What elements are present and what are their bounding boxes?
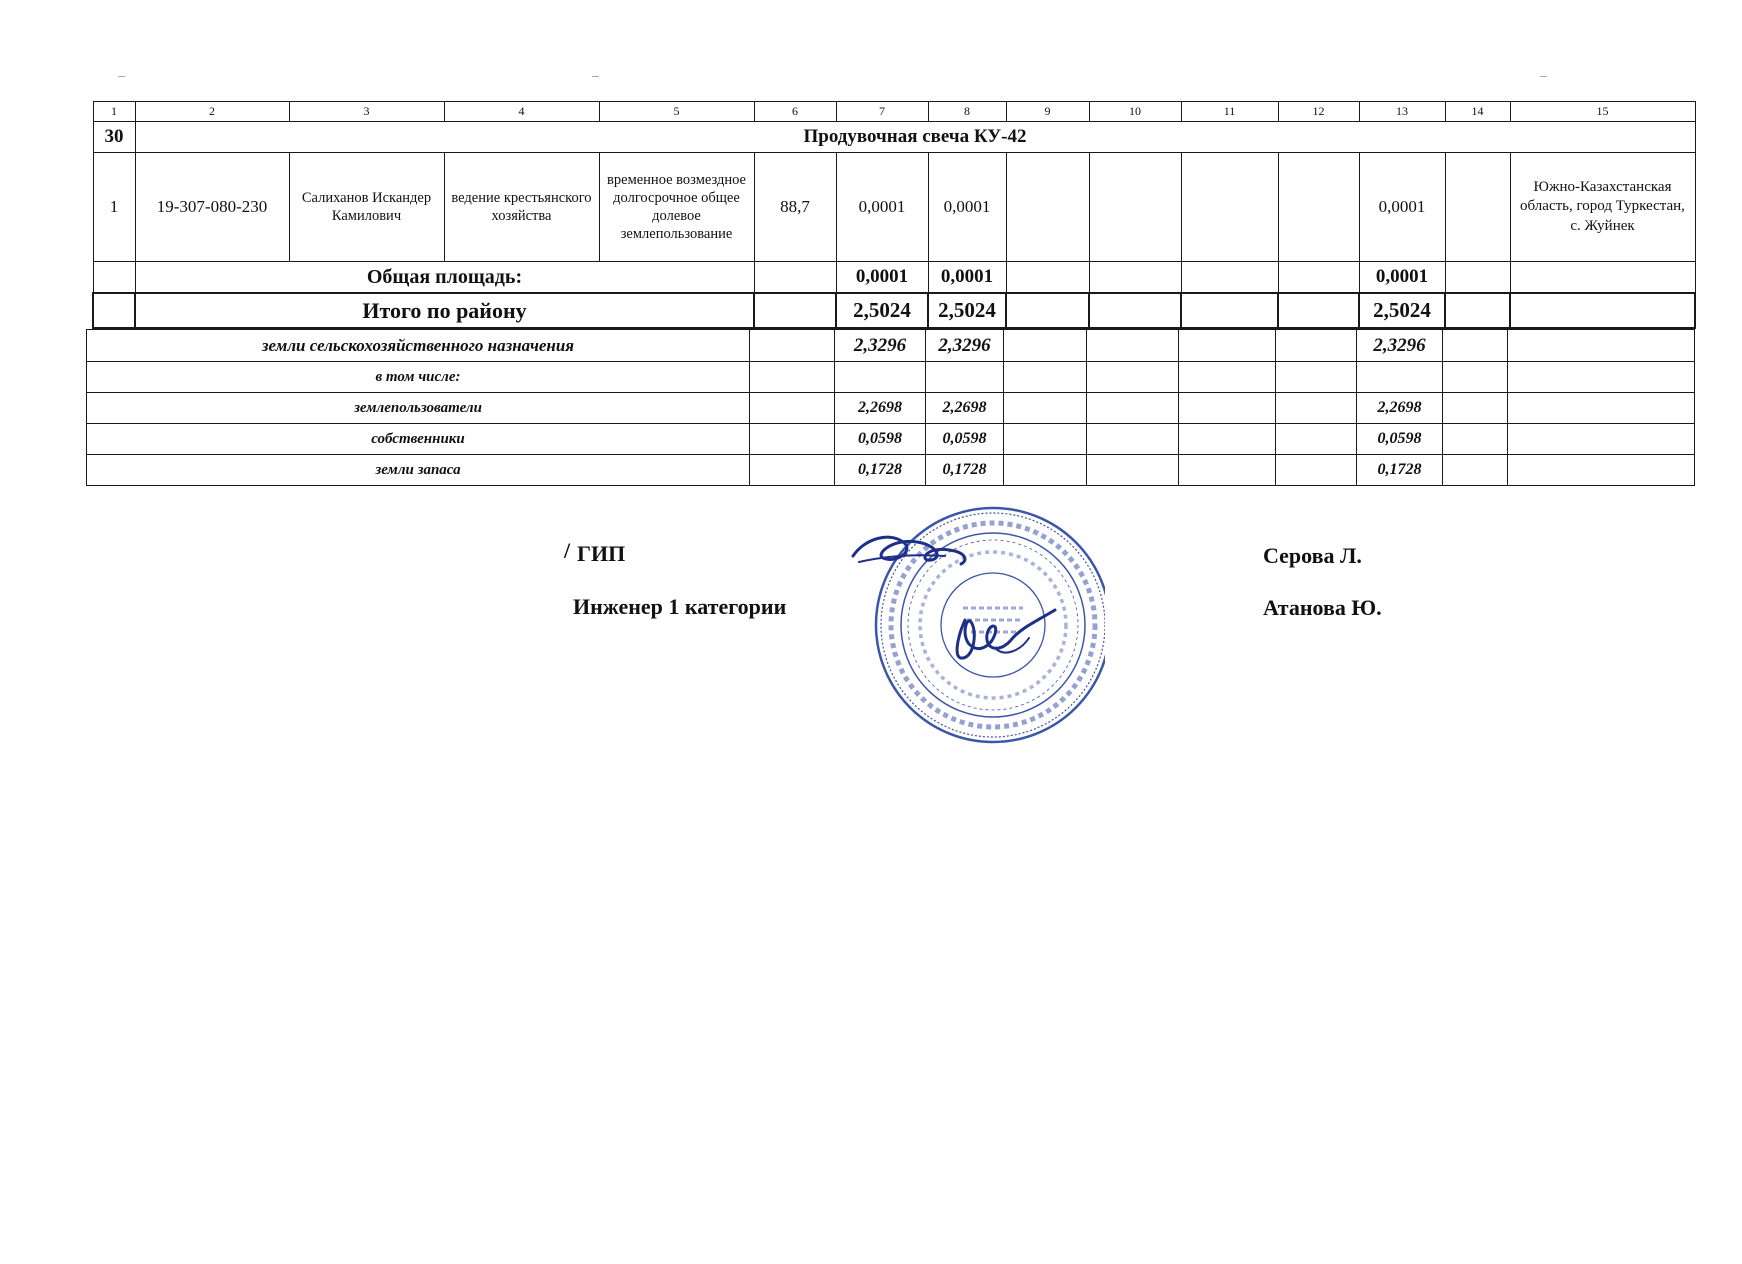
category-col8: 0,0598 [926,424,1004,455]
empty-cell [1278,262,1359,294]
subtotal-label: Общая площадь: [135,262,754,294]
empty-cell [1443,424,1508,455]
category-col13: 0,0598 [1357,424,1443,455]
district-total-label: Итого по району [135,293,754,328]
signatory-name-2: Атанова Ю. [1263,595,1382,620]
cadastral-number: 19-307-080-230 [135,153,289,262]
category-col7: 2,3296 [835,330,926,362]
empty-cell [93,293,135,328]
empty-cell [1278,153,1359,262]
column-number: 2 [135,102,289,122]
signature-mark: / [564,538,571,563]
empty-cell [1276,330,1357,362]
category-col8 [926,362,1004,393]
total-area: 88,7 [754,153,836,262]
cell-col7: 0,0001 [836,153,928,262]
scan-artifact [118,76,125,77]
land-category-table [86,329,1695,486]
seal-outer-ring [876,508,1105,742]
official-seal-stamp [845,498,1105,748]
category-row [87,362,1695,393]
empty-cell [1443,330,1508,362]
category-col8: 2,2698 [926,393,1004,424]
empty-cell [1445,153,1510,262]
land-right: временное возмездное долгосрочное общее долевое землепользование [599,153,754,262]
empty-cell [1508,393,1695,424]
column-number: 11 [1181,102,1278,122]
seal-center-lettering [963,608,1023,632]
empty-cell [1181,153,1278,262]
subtotal-col7: 0,0001 [836,262,928,294]
category-col13: 2,3296 [1357,330,1443,362]
empty-cell [1443,393,1508,424]
empty-cell [1445,262,1510,294]
district-total-col13: 2,5024 [1359,293,1445,328]
category-col8: 2,3296 [926,330,1004,362]
empty-cell [1443,362,1508,393]
category-col13 [1357,362,1443,393]
land-purpose: ведение крестьянского хозяйства [444,153,599,262]
empty-cell [1006,262,1089,294]
empty-cell [1508,330,1695,362]
column-number: 5 [599,102,754,122]
empty-cell [1004,393,1087,424]
category-label: в том числе: [87,362,750,393]
category-row [87,393,1695,424]
empty-cell [1006,153,1089,262]
empty-cell [1276,455,1357,486]
empty-cell [1179,393,1276,424]
empty-cell [1510,262,1695,294]
empty-cell [1004,455,1087,486]
engineer-title: Инженер 1 категории [573,594,787,619]
category-col13: 0,1728 [1357,455,1443,486]
empty-cell [1276,362,1357,393]
empty-cell [750,424,835,455]
cell-col8: 0,0001 [928,153,1006,262]
empty-cell [754,293,836,328]
empty-cell [750,330,835,362]
column-number: 1 [93,102,135,122]
location: Южно-Казахстанская область, город Туркестан, с. Жуйнек [1510,153,1695,262]
record-number: 1 [93,153,135,262]
category-row [87,424,1695,455]
empty-cell [1089,262,1181,294]
empty-cell [1510,293,1695,328]
empty-cell [1179,424,1276,455]
district-total-col8: 2,5024 [928,293,1006,328]
category-row [87,330,1695,362]
empty-cell [750,455,835,486]
column-number: 7 [836,102,928,122]
district-total-col7: 2,5024 [836,293,928,328]
scan-artifact [1540,76,1547,77]
empty-cell [1276,393,1357,424]
empty-cell [1179,330,1276,362]
column-number: 4 [444,102,599,122]
empty-cell [1004,362,1087,393]
empty-cell [750,393,835,424]
column-number: 12 [1278,102,1359,122]
category-col8: 0,1728 [926,455,1004,486]
empty-cell [1004,424,1087,455]
section-number: 30 [93,122,135,153]
column-number: 6 [754,102,836,122]
table-row [93,153,1695,262]
empty-cell [1006,293,1089,328]
empty-cell [1508,424,1695,455]
empty-cell [1508,362,1695,393]
category-label: собственники [87,424,750,455]
empty-cell [1179,455,1276,486]
subtotal-col13: 0,0001 [1359,262,1445,294]
empty-cell [1087,393,1179,424]
empty-cell [1179,362,1276,393]
category-label: земли запаса [87,455,750,486]
column-number: 9 [1006,102,1089,122]
category-col7 [835,362,926,393]
section-title: Продувочная свеча КУ-42 [135,122,1695,153]
empty-cell [754,262,836,294]
empty-cell [1181,293,1278,328]
district-total-row [93,293,1695,328]
empty-cell [1087,424,1179,455]
category-label: землепользователи [87,393,750,424]
empty-cell [1087,330,1179,362]
column-number: 3 [289,102,444,122]
section-row [93,122,1695,153]
position-title: ГИП [577,541,626,566]
empty-cell [1508,455,1695,486]
category-label: земли сельскохозяйственного назначения [87,330,750,362]
column-number: 10 [1089,102,1181,122]
empty-cell [1089,153,1181,262]
scan-artifact [592,76,599,77]
column-number: 15 [1510,102,1695,122]
land-register-table [92,101,1696,329]
category-col7: 2,2698 [835,393,926,424]
cell-col13: 0,0001 [1359,153,1445,262]
subtotal-col8: 0,0001 [928,262,1006,294]
empty-cell [93,262,135,294]
empty-cell [1004,330,1087,362]
column-number: 14 [1445,102,1510,122]
empty-cell [1089,293,1181,328]
empty-cell [1443,455,1508,486]
empty-cell [1087,362,1179,393]
category-col7: 0,0598 [835,424,926,455]
signatory-name-1: Серова Л. [1263,543,1362,568]
column-number-row [93,102,1695,122]
empty-cell [1276,424,1357,455]
empty-cell [1278,293,1359,328]
empty-cell [750,362,835,393]
category-col7: 0,1728 [835,455,926,486]
column-number: 13 [1359,102,1445,122]
signature-stroke-center [957,610,1055,658]
empty-cell [1087,455,1179,486]
subtotal-row [93,262,1695,294]
empty-cell [1445,293,1510,328]
category-row [87,455,1695,486]
column-number: 8 [928,102,1006,122]
category-col13: 2,2698 [1357,393,1443,424]
owner-name: Салиханов Искандер Камилович [289,153,444,262]
empty-cell [1181,262,1278,294]
